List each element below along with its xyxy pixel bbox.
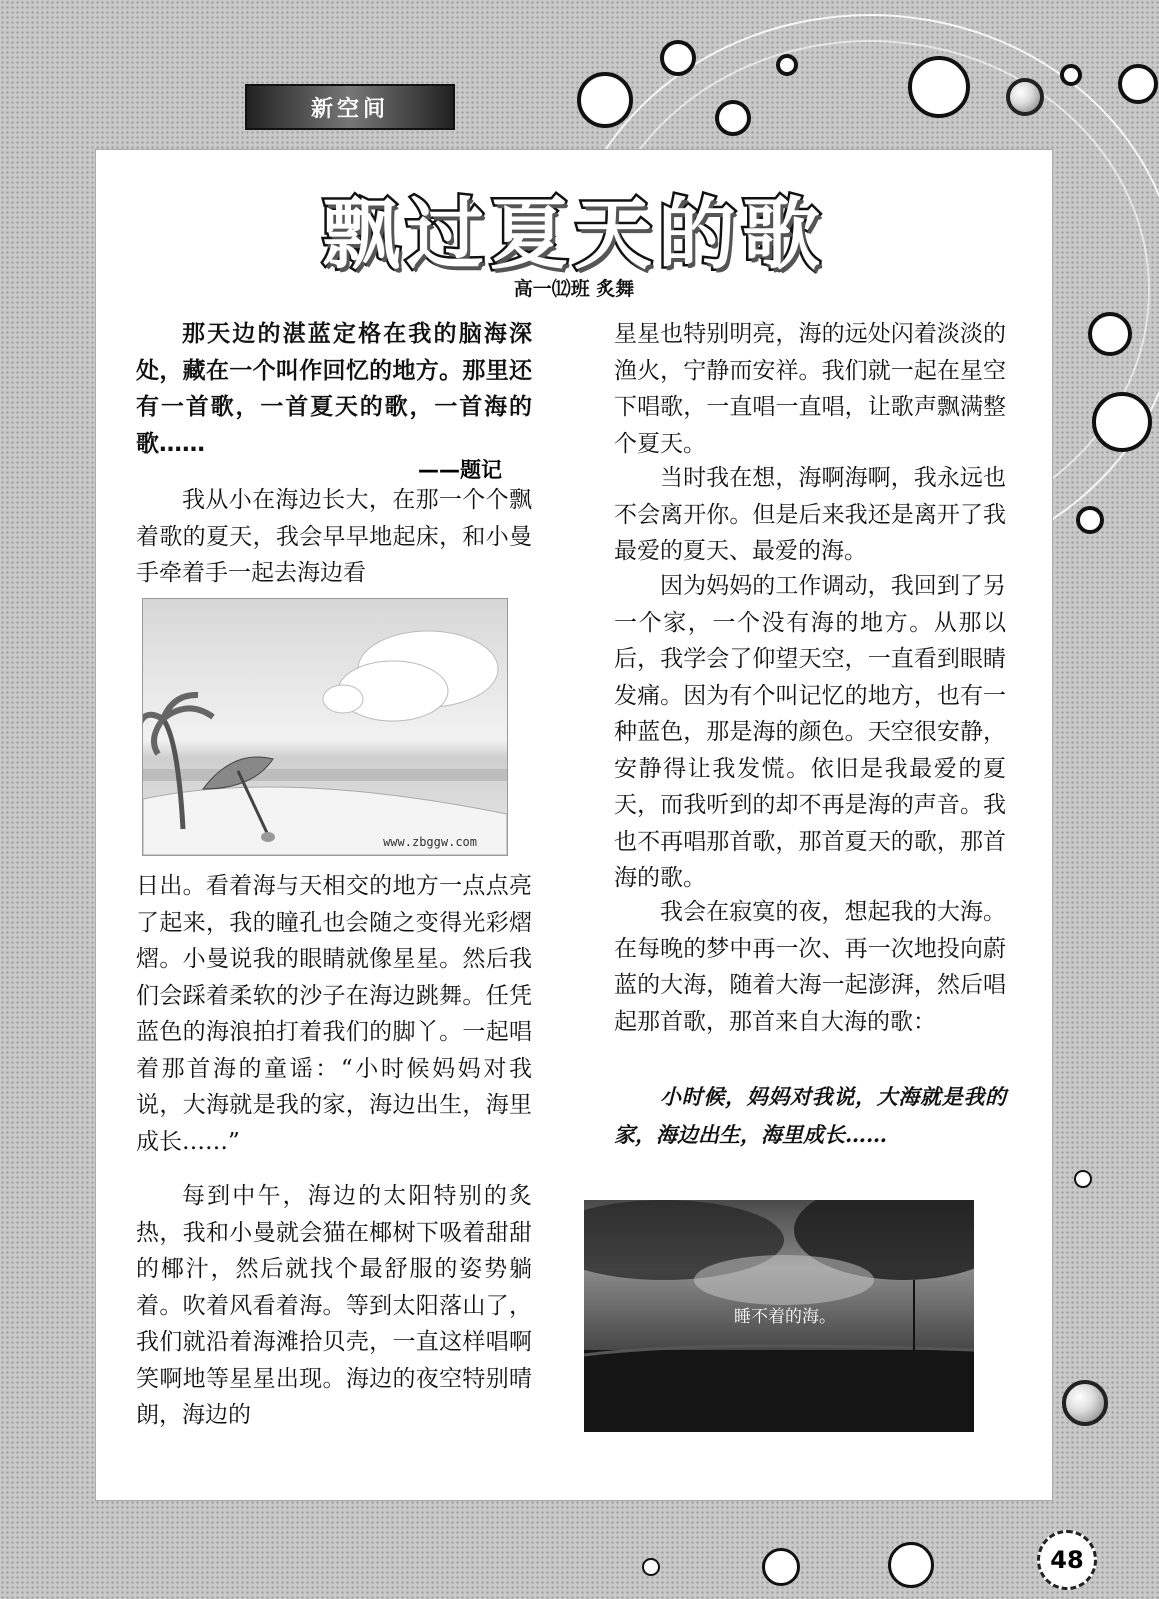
sea-photo (584, 1200, 974, 1432)
article-title: 飘过夏天的歌 (321, 190, 826, 280)
photo-watermark: www.zbggw.com (383, 835, 477, 849)
decorative-circle (1076, 506, 1104, 534)
decorative-circle (762, 1548, 800, 1586)
decorative-circle (1118, 64, 1158, 104)
decorative-circle (1088, 312, 1132, 356)
article-byline: 高一⑿班 炙舞 (513, 278, 635, 300)
beach-illustration (142, 598, 508, 856)
decorative-circle (1092, 392, 1152, 452)
decorative-circle (1006, 78, 1044, 116)
left-paragraph-1-continued: 日出。看着海与天相交的地方一点点亮了起来，我的瞳孔也会随之变得光彩熠熠。小曼说我的眼睛就像星星。然后我们会踩着柔软的沙子在海边跳舞。任凭蓝色的海浪拍打着我们的脚丫。一起唱着那首海的童谣：“小时候妈妈对我说，大海就是我的家，海边出生，海里成长……” (136, 873, 532, 1155)
photo-caption: 睡不着的海。 (734, 1307, 836, 1327)
left-paragraph-2: 每到中午，海边的太阳特别的炙热，我和小曼就会猫在椰树下吸着甜甜的椰汁，然后就找个最舒服的姿势躺着。吹着风看着海。等到太阳落山了，我们就沿着海滩拾贝壳，一直这样唱啊笑啊地等星星出现。海边的夜空特别晴朗，海边的 (136, 1183, 532, 1428)
right-paragraph-0: 星星也特别明亮，海的远处闪着淡淡的渔火，宁静而安祥。我们就一起在星空下唱歌，一直唱一直唱，让歌声飘满整个夏天。 (614, 321, 1006, 457)
right-paragraph-1: 当时我在想，海啊海啊，我永远也不会离开你。但是后来我还是离开了我最爱的夏天、最爱的海。 (614, 465, 1006, 564)
song-lyrics: 小时候，妈妈对我说，大海就是我的家，海边出生，海里成长…… (614, 1084, 1006, 1147)
right-paragraph-3: 我会在寂寞的夜，想起我的大海。在每晚的梦中再一次、再一次地投向蔚蓝的大海，随着大海一起澎湃，然后唱起那首歌，那首来自大海的歌： (614, 899, 1006, 1035)
article-panel (96, 150, 1052, 1500)
decorative-circle (660, 40, 696, 76)
epigraph-sign: ——题记 (418, 458, 502, 482)
decorative-circle (577, 72, 633, 128)
page-number: 48 (1037, 1530, 1097, 1590)
section-tag: 新空间 (245, 84, 455, 130)
decorative-circle (888, 1542, 934, 1588)
decorative-circle (1062, 1380, 1108, 1426)
epigraph: 那天边的湛蓝定格在我的脑海深处，藏在一个叫作回忆的地方。那里还有一首歌，一首夏天的歌，一首海的歌…… (136, 321, 532, 457)
decorative-circle (715, 100, 751, 136)
left-paragraph-1: 我从小在海边长大，在那一个个飘着歌的夏天，我会早早地起床，和小曼手牵着手一起去海边看 (136, 487, 532, 586)
decorative-circle (642, 1558, 660, 1576)
beach-illustration-art (143, 599, 507, 855)
right-paragraph-2: 因为妈妈的工作调动，我回到了另一个家，一个没有海的地方。从那以后，我学会了仰望天空，一直看到眼睛发痛。因为有个叫记忆的地方，也有一种蓝色，那是海的颜色。天空很安静，安静得让我发慌。依旧是我最爱的夏天，而我听到的却不再是海的声音。我也不再唱那首歌，那首夏天的歌，那首海的歌。 (614, 573, 1006, 891)
decorative-circle (776, 54, 798, 76)
decorative-circle (1060, 64, 1082, 86)
decorative-circle (1074, 1170, 1092, 1188)
decorative-circle (908, 56, 970, 118)
